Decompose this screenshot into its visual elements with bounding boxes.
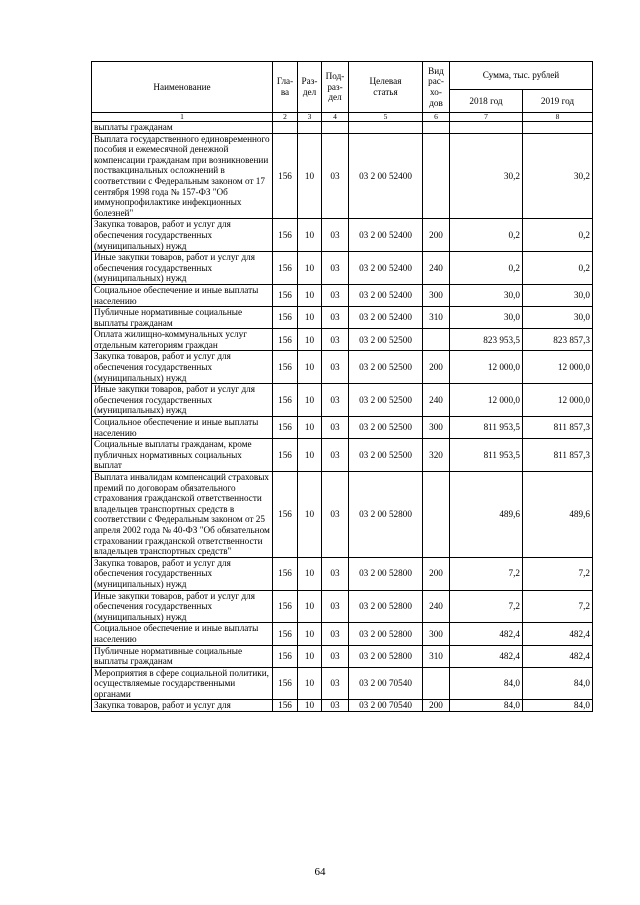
row-sum-2019: [523, 122, 593, 134]
table-header: [92, 62, 593, 122]
header-name: Наименование: [92, 62, 273, 113]
table-row: [92, 133, 593, 219]
row-podrazdel: 03: [322, 472, 349, 558]
row-target: 03 2 00 70540: [349, 667, 423, 700]
row-name: Социальное обеспечение и иные выплаты населению: [92, 284, 273, 306]
row-glava: 156: [273, 590, 298, 623]
table-row: [92, 122, 593, 134]
row-sum-2018: 823 953,5: [450, 329, 523, 351]
row-glava: 156: [273, 623, 298, 645]
row-target: 03 2 00 52500: [349, 351, 423, 384]
row-vid: [423, 472, 450, 558]
row-name: Оплата жилищно-коммунальных услуг отдельным категориям граждан: [92, 329, 273, 351]
header-year-2019: 2019 год: [523, 90, 593, 113]
row-podrazdel: 03: [322, 645, 349, 667]
row-razdel: 10: [298, 472, 322, 558]
row-sum-2019: 30,0: [523, 307, 593, 329]
table-row: [92, 623, 593, 645]
row-podrazdel: 03: [322, 329, 349, 351]
row-name: Иные закупки товаров, работ и услуг для обеспечения государственных (муниципальных) нужд: [92, 384, 273, 417]
row-sum-2018: 7,2: [450, 590, 523, 623]
row-target: 03 2 00 52500: [349, 329, 423, 351]
row-name: Закупка товаров, работ и услуг для обеспечения государственных (муниципальных) нужд: [92, 557, 273, 590]
row-name: выплаты гражданам: [92, 122, 273, 134]
row-sum-2018: 30,2: [450, 133, 523, 219]
row-sum-2018: [450, 122, 523, 134]
row-name: Социальное обеспечение и иные выплаты населению: [92, 623, 273, 645]
table-row: [92, 307, 593, 329]
row-sum-2019: 811 857,3: [523, 417, 593, 439]
row-sum-2019: 482,4: [523, 645, 593, 667]
table-row: [92, 284, 593, 306]
row-sum-2019: 12 000,0: [523, 384, 593, 417]
row-target: 03 2 00 70540: [349, 700, 423, 712]
row-podrazdel: 03: [322, 351, 349, 384]
row-name: Выплата государственного единовременного пособия и ежемесячной денежной компенсации гражданам при возникновении поствакцинальных осложнений в соответствии с Федеральным законом от 17 сентября 1998 года № 157-ФЗ "Об иммунопрофилактике инфекционных болезней": [92, 133, 273, 219]
row-vid: 310: [423, 307, 450, 329]
row-razdel: 10: [298, 329, 322, 351]
header-podrazdel: [322, 62, 349, 113]
row-razdel: 10: [298, 252, 322, 285]
header-target: [349, 62, 423, 113]
row-sum-2018: 7,2: [450, 557, 523, 590]
table-row: [92, 667, 593, 700]
column-number: 7: [450, 113, 523, 122]
row-razdel: 10: [298, 384, 322, 417]
row-target: 03 2 00 52800: [349, 472, 423, 558]
header-razdel-text: Раз- дел: [301, 76, 318, 97]
row-sum-2018: 0,2: [450, 219, 523, 252]
row-glava: 156: [273, 439, 298, 472]
row-glava: [273, 122, 298, 134]
row-glava: 156: [273, 645, 298, 667]
row-glava: 156: [273, 700, 298, 712]
row-vid: [423, 667, 450, 700]
header-sum: Сумма, тыс. рублей: [450, 62, 593, 90]
row-podrazdel: 03: [322, 667, 349, 700]
row-vid: 240: [423, 590, 450, 623]
row-sum-2019: 30,0: [523, 284, 593, 306]
row-podrazdel: 03: [322, 133, 349, 219]
header-podrazdel-text: Под- раз- дел: [325, 71, 345, 103]
table-row: [92, 472, 593, 558]
row-sum-2019: 84,0: [523, 700, 593, 712]
row-vid: 200: [423, 700, 450, 712]
row-glava: 156: [273, 384, 298, 417]
row-podrazdel: 03: [322, 557, 349, 590]
table-row: [92, 645, 593, 667]
row-sum-2018: 482,4: [450, 623, 523, 645]
row-glava: 156: [273, 329, 298, 351]
row-name: Публичные нормативные социальные выплаты гражданам: [92, 645, 273, 667]
table-row: [92, 351, 593, 384]
column-number: 6: [423, 113, 450, 122]
row-razdel: 10: [298, 439, 322, 472]
row-podrazdel: 03: [322, 590, 349, 623]
row-podrazdel: 03: [322, 384, 349, 417]
table-row: [92, 384, 593, 417]
row-target: 03 2 00 52500: [349, 439, 423, 472]
row-name: Иные закупки товаров, работ и услуг для обеспечения государственных (муниципальных) нужд: [92, 252, 273, 285]
row-sum-2019: 0,2: [523, 219, 593, 252]
row-target: 03 2 00 52800: [349, 645, 423, 667]
row-razdel: 10: [298, 667, 322, 700]
table-row: [92, 700, 593, 712]
row-podrazdel: 03: [322, 284, 349, 306]
row-sum-2019: 7,2: [523, 557, 593, 590]
row-sum-2018: 482,4: [450, 645, 523, 667]
row-name: Закупка товаров, работ и услуг для: [92, 700, 273, 712]
row-vid: 300: [423, 284, 450, 306]
row-name: Мероприятия в сфере социальной политики, осуществляемые государственными органами: [92, 667, 273, 700]
row-name: Выплата инвалидам компенсаций страховых премий по договорам обязательного страхования гражданской ответственности владельцев транспортных средств в соответствии с Федеральным законом от 25 апреля 2002 года № 40-ФЗ "Об обязательном страховании гражданской ответственности владельцев транспортных средств": [92, 472, 273, 558]
row-glava: 156: [273, 284, 298, 306]
row-sum-2018: 489,6: [450, 472, 523, 558]
row-razdel: 10: [298, 700, 322, 712]
row-glava: 156: [273, 307, 298, 329]
row-vid: 300: [423, 417, 450, 439]
row-vid: [423, 329, 450, 351]
row-vid: 200: [423, 219, 450, 252]
row-target: 03 2 00 52400: [349, 307, 423, 329]
row-target: [349, 122, 423, 134]
header-target-text: Целевая статья: [369, 76, 402, 97]
row-target: 03 2 00 52800: [349, 590, 423, 623]
row-target: 03 2 00 52400: [349, 252, 423, 285]
header-glava: [273, 62, 298, 113]
row-razdel: 10: [298, 417, 322, 439]
row-podrazdel: 03: [322, 252, 349, 285]
row-vid: 240: [423, 384, 450, 417]
header-razdel: [298, 62, 322, 113]
row-sum-2019: 0,2: [523, 252, 593, 285]
row-glava: 156: [273, 133, 298, 219]
row-target: 03 2 00 52400: [349, 219, 423, 252]
column-number: 2: [273, 113, 298, 122]
row-vid: 200: [423, 557, 450, 590]
row-podrazdel: 03: [322, 307, 349, 329]
table-row: [92, 252, 593, 285]
row-sum-2019: 7,2: [523, 590, 593, 623]
row-razdel: 10: [298, 351, 322, 384]
header-glava-text: Гла- ва: [276, 76, 294, 97]
row-glava: 156: [273, 667, 298, 700]
row-name: Закупка товаров, работ и услуг для обеспечения государственных (муниципальных) нужд: [92, 351, 273, 384]
row-sum-2019: 12 000,0: [523, 351, 593, 384]
header-vid: [423, 62, 450, 113]
row-name: Социальное обеспечение и иные выплаты населению: [92, 417, 273, 439]
row-podrazdel: 03: [322, 219, 349, 252]
row-target: 03 2 00 52500: [349, 417, 423, 439]
row-target: 03 2 00 52400: [349, 133, 423, 219]
row-sum-2019: 482,4: [523, 623, 593, 645]
row-sum-2019: 30,2: [523, 133, 593, 219]
row-glava: 156: [273, 472, 298, 558]
budget-table: [91, 61, 593, 712]
row-vid: 240: [423, 252, 450, 285]
row-sum-2018: 12 000,0: [450, 384, 523, 417]
row-podrazdel: [322, 122, 349, 134]
row-podrazdel: 03: [322, 417, 349, 439]
row-sum-2019: 823 857,3: [523, 329, 593, 351]
row-target: 03 2 00 52400: [349, 284, 423, 306]
table-row: [92, 219, 593, 252]
row-podrazdel: 03: [322, 623, 349, 645]
row-name: Иные закупки товаров, работ и услуг для обеспечения государственных (муниципальных) нужд: [92, 590, 273, 623]
row-sum-2018: 0,2: [450, 252, 523, 285]
column-number: 5: [349, 113, 423, 122]
row-podrazdel: 03: [322, 700, 349, 712]
row-target: 03 2 00 52800: [349, 623, 423, 645]
page-number: 64: [314, 866, 326, 878]
row-sum-2018: 30,0: [450, 284, 523, 306]
table-row: [92, 329, 593, 351]
column-number: 8: [523, 113, 593, 122]
row-razdel: 10: [298, 623, 322, 645]
row-vid: 200: [423, 351, 450, 384]
column-number-row: [92, 113, 593, 122]
row-glava: 156: [273, 417, 298, 439]
row-sum-2018: 12 000,0: [450, 351, 523, 384]
table-row: [92, 557, 593, 590]
row-razdel: 10: [298, 284, 322, 306]
row-sum-2018: 811 953,5: [450, 439, 523, 472]
row-name: Публичные нормативные социальные выплаты гражданам: [92, 307, 273, 329]
row-vid: [423, 133, 450, 219]
row-razdel: 10: [298, 307, 322, 329]
header-year-2018: 2018 год: [450, 90, 523, 113]
row-glava: 156: [273, 351, 298, 384]
row-sum-2018: 30,0: [450, 307, 523, 329]
column-number: 3: [298, 113, 322, 122]
row-sum-2018: 84,0: [450, 700, 523, 712]
row-name: Закупка товаров, работ и услуг для обеспечения государственных (муниципальных) нужд: [92, 219, 273, 252]
row-razdel: 10: [298, 557, 322, 590]
row-podrazdel: 03: [322, 439, 349, 472]
table-row: [92, 439, 593, 472]
row-sum-2019: 84,0: [523, 667, 593, 700]
table-row: [92, 417, 593, 439]
row-sum-2019: 811 857,3: [523, 439, 593, 472]
row-name: Социальные выплаты гражданам, кроме публичных нормативных социальных выплат: [92, 439, 273, 472]
row-vid: 300: [423, 623, 450, 645]
row-vid: 310: [423, 645, 450, 667]
header-vid-text: Вид рас- хо- дов: [428, 65, 444, 108]
row-sum-2018: 811 953,5: [450, 417, 523, 439]
row-razdel: 10: [298, 133, 322, 219]
row-glava: 156: [273, 252, 298, 285]
row-vid: 320: [423, 439, 450, 472]
row-glava: 156: [273, 219, 298, 252]
row-vid: [423, 122, 450, 134]
row-razdel: [298, 122, 322, 134]
table-row: [92, 590, 593, 623]
row-sum-2018: 84,0: [450, 667, 523, 700]
row-glava: 156: [273, 557, 298, 590]
column-number: 1: [92, 113, 273, 122]
table-body: [92, 122, 593, 712]
row-sum-2019: 489,6: [523, 472, 593, 558]
row-target: 03 2 00 52800: [349, 557, 423, 590]
column-number: 4: [322, 113, 349, 122]
row-target: 03 2 00 52500: [349, 384, 423, 417]
row-razdel: 10: [298, 645, 322, 667]
row-razdel: 10: [298, 590, 322, 623]
row-razdel: 10: [298, 219, 322, 252]
